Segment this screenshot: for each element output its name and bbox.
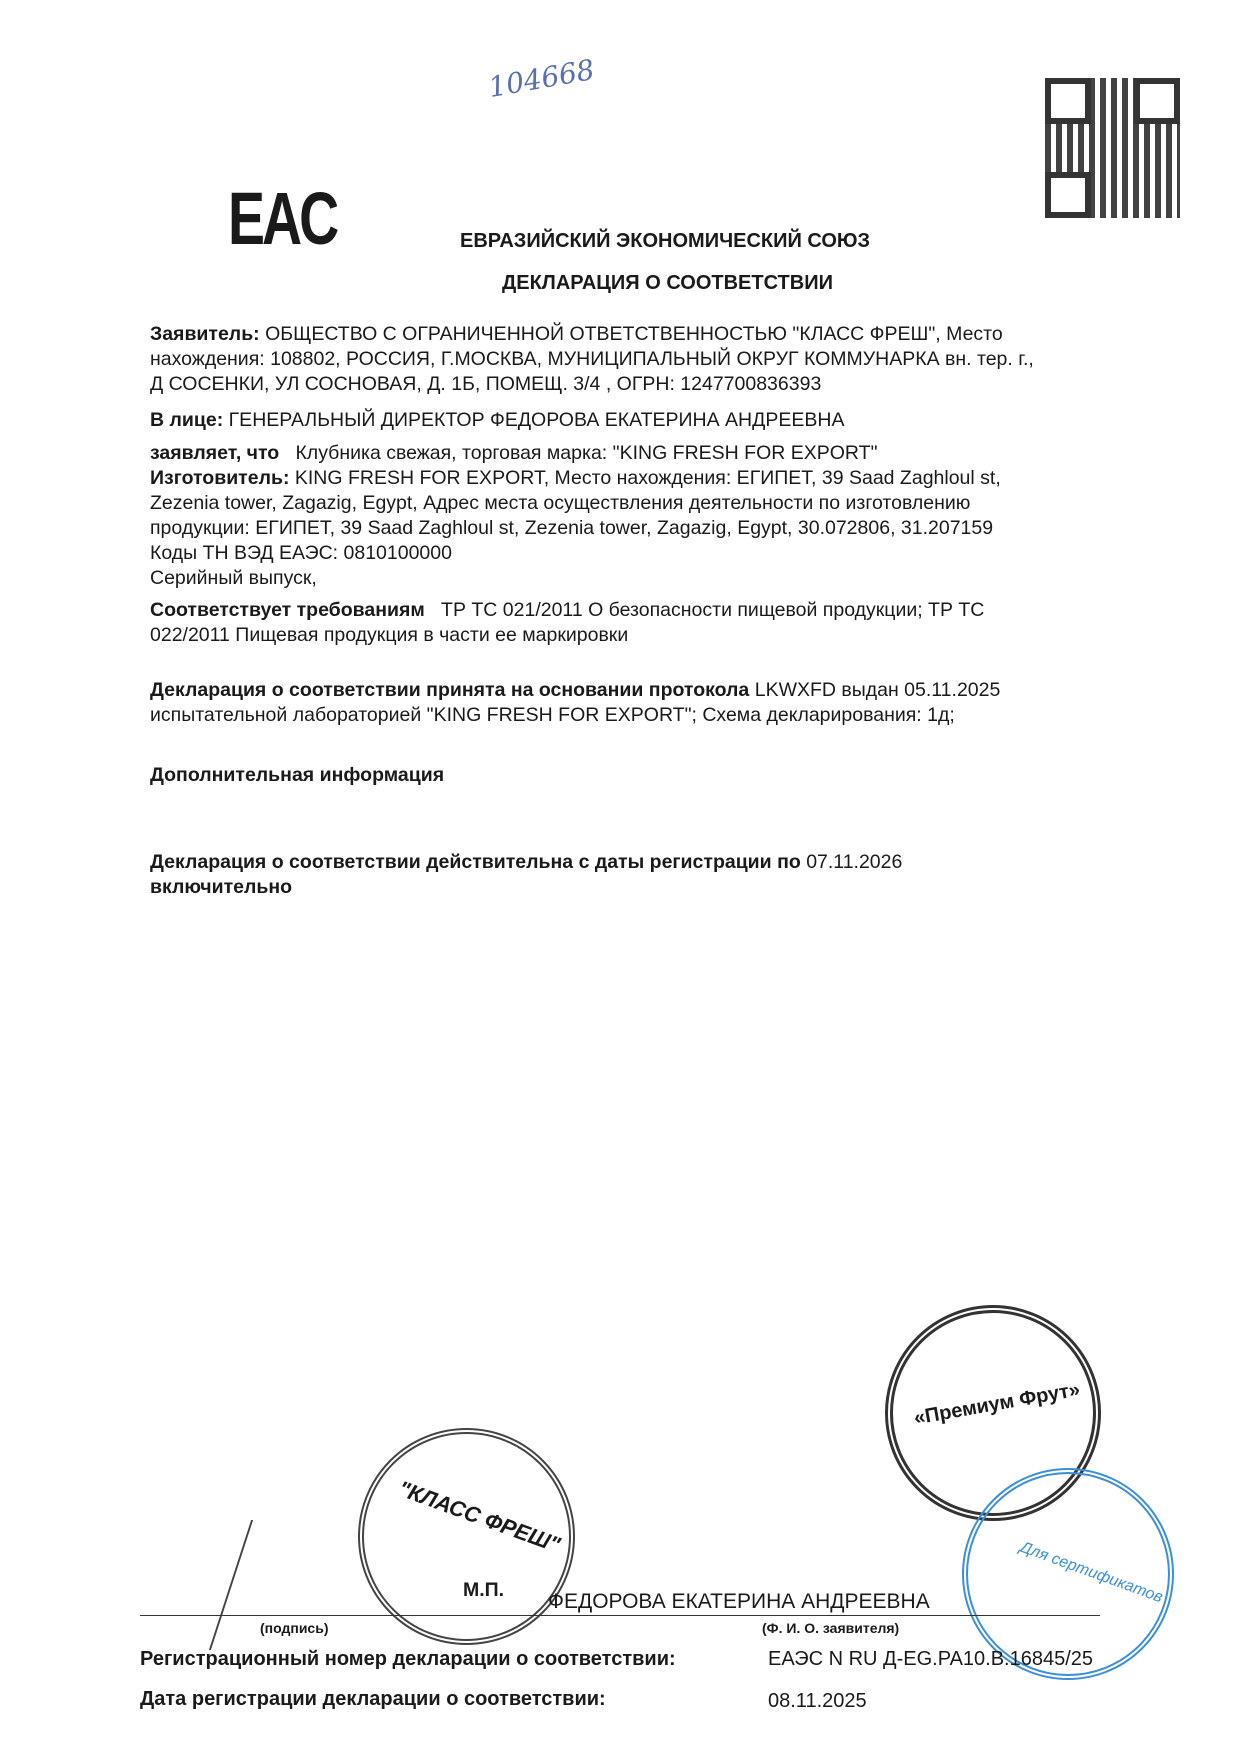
handwritten-number: 104668 [485, 52, 597, 105]
applicant-name: ФЕДОРОВА ЕКАТЕРИНА АНДРЕЕВНА [548, 1590, 930, 1613]
union-title: ЕВРАЗИЙСКИЙ ЭКОНОМИЧЕСКИЙ СОЮЗ [460, 230, 871, 252]
additional-label: Дополнительная информация [150, 764, 445, 786]
applicant-label: Заявитель: [150, 323, 260, 345]
validity-label: Декларация о соответствии действительна с даты регистрации по [150, 851, 801, 873]
premium-fruit-stamp: «Премиум Фрут» [885, 1305, 1101, 1521]
basis-block [150, 678, 1000, 728]
signature-line [140, 1615, 1100, 1616]
hs-codes: Коды ТН ВЭД ЕАЭС: 0810100000 [150, 542, 452, 564]
manufacturer-line: KING FRESH FOR EXPORT, Место нахождения: ЕГИПЕТ, 39 Saad Zaghloul st, [294, 467, 1001, 489]
eac-logo: EAC [228, 177, 337, 260]
represented-value: ГЕНЕРАЛЬНЫЙ ДИРЕКТОР ФЕДОРОВА ЕКАТЕРИНА АНДРЕЕВНА [228, 409, 845, 431]
applicant-line: Д СОСЕНКИ, УЛ СОСНОВАЯ, Д. 1Б, ПОМЕЩ. 3/4 , ОГРН: 1247700836393 [150, 373, 822, 395]
validity-block [150, 850, 902, 900]
applicant-block [150, 322, 1034, 397]
manufacturer-line: Zezenia tower, Zagazig, Egypt, Адрес места осуществления деятельности по изготовлению [150, 492, 971, 514]
qr-code [1045, 78, 1180, 218]
registration-number: ЕАЭС N RU Д-EG.PA10.B.16845/25 [768, 1648, 1094, 1670]
declares-label: заявляет, что [150, 442, 280, 464]
registration-date-label: Дата регистрации декларации о соответствии: [140, 1688, 606, 1710]
basis-label: Декларация о соответствии принята на основании протокола [150, 679, 750, 701]
requirements-line: 022/2011 Пищевая продукция в части ее маркировки [150, 624, 629, 646]
requirements-label: Соответствует требованиям [150, 599, 425, 621]
mp-label: М.П. [463, 1579, 505, 1601]
registration-date: 08.11.2025 [768, 1690, 867, 1712]
product-block [150, 441, 1001, 591]
document-title: ДЕКЛАРАЦИЯ О СООТВЕТСТВИИ [502, 272, 833, 294]
basis-line: LKWXFD выдан 05.11.2025 [754, 679, 1001, 701]
represented-label: В лице: [150, 409, 224, 431]
applicant-line: нахождения: 108802, РОССИЯ, Г.МОСКВА, МУНИЦИПАЛЬНЫЙ ОКРУГ КОММУНАРКА вн. тер. г., [150, 348, 1034, 370]
basis-line: испытательной лабораторией "KING FRESH FOR EXPORT"; Схема декларирования: 1д; [150, 704, 955, 726]
signature-caption: (подпись) [260, 1620, 329, 1636]
manufacturer-line: продукции: ЕГИПЕТ, 39 Saad Zaghloul st, Zezenia tower, Zagazig, Egypt, 30.072806, 31.207159 [150, 517, 994, 539]
additional-info [150, 763, 444, 788]
validity-date: 07.11.2026 [806, 851, 903, 873]
name-caption: (Ф. И. О. заявителя) [762, 1620, 900, 1636]
blue-certification-stamp: Для сертификатов [962, 1468, 1174, 1680]
validity-inclusive: включительно [150, 876, 293, 898]
requirements-block [150, 598, 984, 648]
represented-by [150, 408, 844, 433]
registration-number-label: Регистрационный номер декларации о соответствии: [140, 1648, 676, 1670]
product-value: Клубника свежая, торговая марка: "KING FRESH FOR EXPORT" [295, 442, 878, 464]
requirements-line: ТР ТС 021/2011 О безопасности пищевой продукции; ТР ТС [441, 599, 985, 621]
applicant-line: ОБЩЕСТВО С ОГРАНИЧЕННОЙ ОТВЕТСТВЕННОСТЬЮ "КЛАСС ФРЕШ", Место [265, 323, 1003, 345]
klass-fresh-stamp: "КЛАСС ФРЕШ" [358, 1428, 575, 1645]
serial-release: Серийный выпуск, [150, 567, 317, 589]
manufacturer-label: Изготовитель: [150, 467, 290, 489]
